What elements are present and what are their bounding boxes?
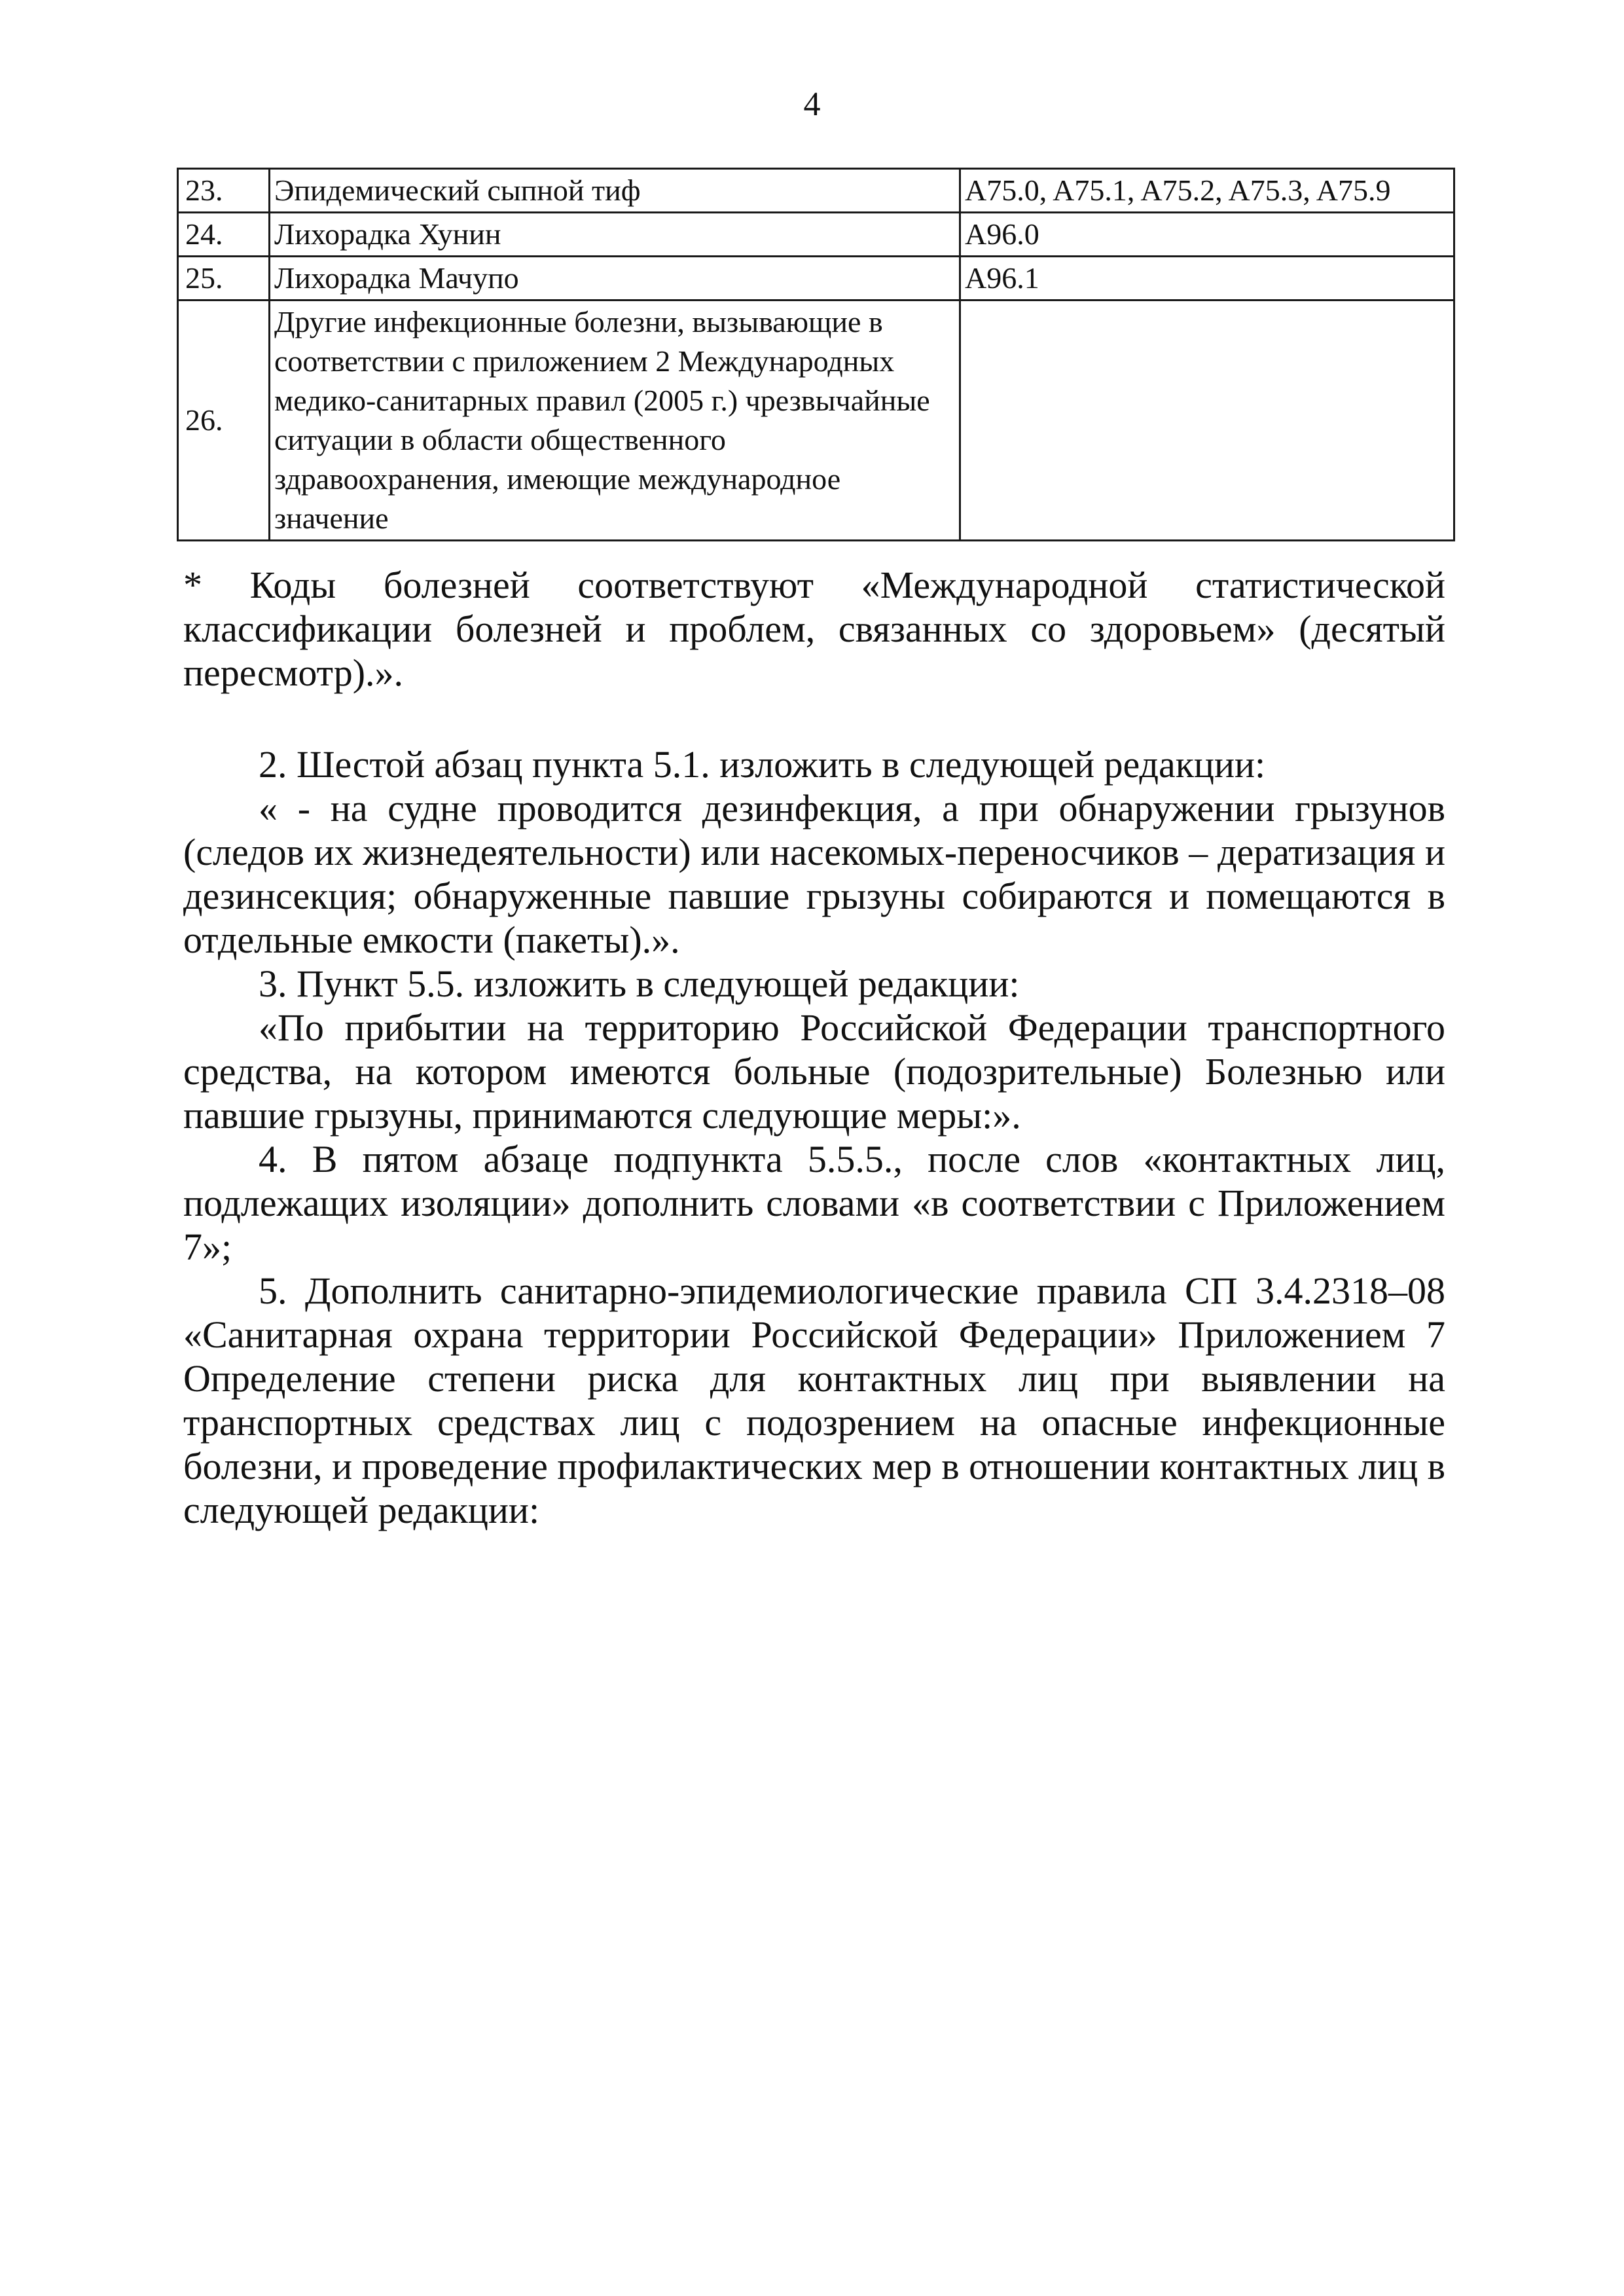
table-row [178,213,1454,257]
disease-name: Эпидемический сыпной тиф [270,169,960,213]
footnote [183,563,1445,695]
disease-code: A96.0 [960,213,1454,257]
row-number: 24. [178,213,270,257]
amendment-3-heading: 3. Пункт 5.5. изложить в следующей редакции: [259,962,1020,1005]
disease-codes-table [177,168,1455,541]
amendment-2-text: « - на судне проводится дезинфекция, а при обнаружении грызунов (следов их жизнедеятельности) или насекомых-переносчиков – дератизация и дезинсекция; обнаруженные павшие грызуны собираются и помещаются в отдельные емкости (пакеты).». [183,787,1445,961]
disease-code: A96.1 [960,257,1454,301]
page-number: 4 [803,86,821,123]
table-row [178,169,1454,213]
table-row [178,257,1454,301]
amendment-5-text: 5. Дополнить санитарно-эпидемиологические правила СП 3.4.2318–08 «Санитарная охрана территории Российской Федерации» Приложением 7 Определение степени риска для контактных лиц при выявлении на транспортных средствах лиц с подозрением на опасные инфекционные болезни, и проведение профилактических мер в отношении контактных лиц в следующей редакции: [183,1269,1445,1531]
footnote-text: * Коды болезней соответствуют «Международной статистической классификации болезней и проблем, связанных со здоровьем» (десятый пересмотр).». [183,564,1445,694]
amendment-4-text: 4. В пятом абзаце подпункта 5.5.5., после слов «контактных лиц, подлежащих изоляции» дополнить словами «в соответствии с Приложением 7»; [183,1138,1445,1268]
disease-name: Лихорадка Хунин [270,213,960,257]
amendment-2-heading: 2. Шестой абзац пункта 5.1. изложить в следующей редакции: [259,743,1266,786]
amendments-section [183,742,1445,1532]
disease-name: Другие инфекционные болезни, вызывающие в соответствии с приложением 2 Международных медико-санитарных правил (2005 г.) чрезвычайные ситуации в области общественного здравоохранения, имеющие международное значение [270,301,960,541]
row-number: 25. [178,257,270,301]
row-number: 23. [178,169,270,213]
disease-code [960,301,1454,541]
disease-name: Лихорадка Мачупо [270,257,960,301]
row-number: 26. [178,301,270,541]
amendment-3-text: «По прибытии на территорию Российской Федерации транспортного средства, на котором имеются больные (подозрительные) Болезнью или павшие грызуны, принимаются следующие меры:». [183,1006,1445,1137]
disease-code: A75.0, A75.1, A75.2, A75.3, A75.9 [960,169,1454,213]
table-row [178,301,1454,541]
